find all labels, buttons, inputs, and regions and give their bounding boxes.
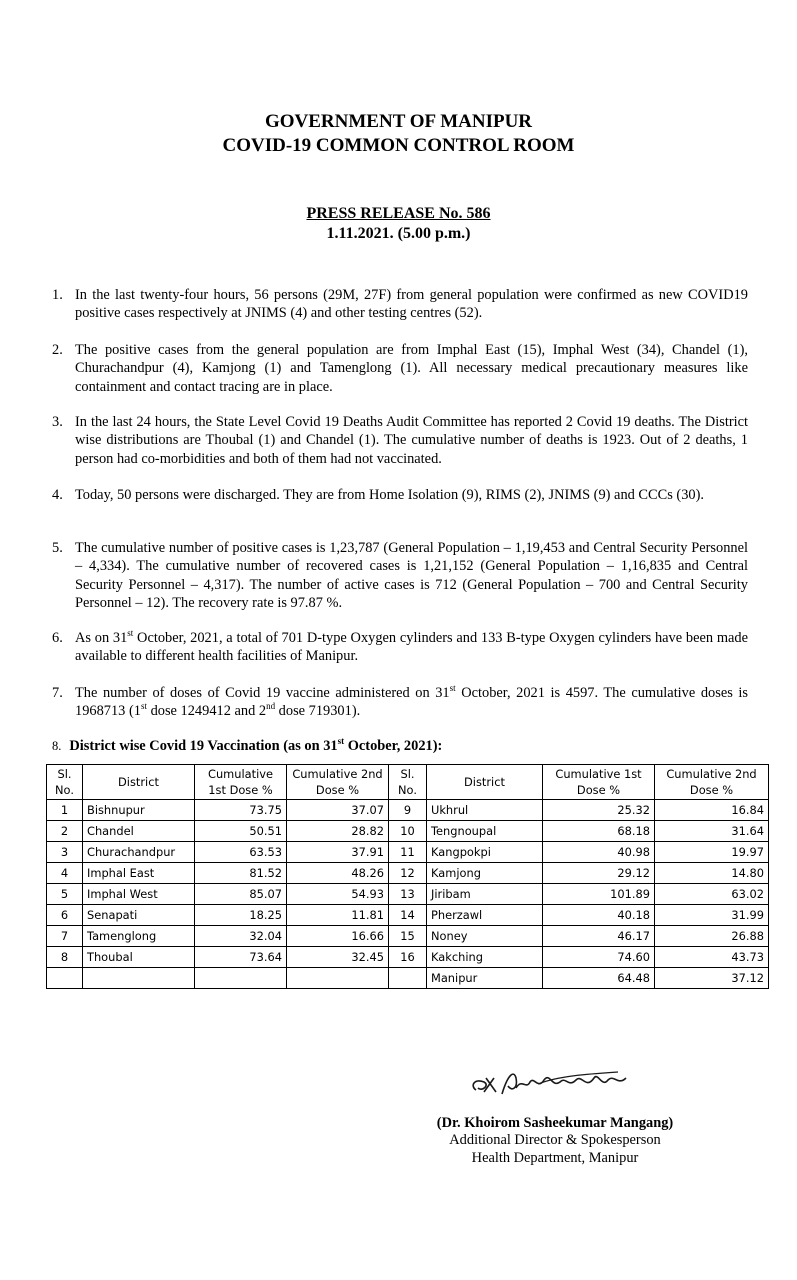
column-header-district: District [83,765,195,800]
item-text: In the last twenty-four hours, 56 persons (29M, 27F) from general population were confirmed as new COVID19 positive cases respectively at JNIMS (4) and other testing centres (52). [75,287,748,322]
serial-number-cell: 1 [47,800,83,821]
serial-number-cell: 7 [47,926,83,947]
list-item [52,629,748,666]
item-text: Today, 50 persons were discharged. They are from Home Isolation (9), RIMS (2), JNIMS (9) and CCCs (30). [75,487,704,503]
government-title: GOVERNMENT OF MANIPUR [264,111,533,132]
column-header-first-dose: Cumulative 1st Dose % [195,765,287,800]
district-cell: Churachandpur [83,842,195,863]
signature-image [468,1066,638,1100]
table-row [47,926,769,947]
vaccination-heading: 8. District wise Covid 19 Vaccination (as on 31st October, 2021): [52,736,443,754]
item-number: 7. [52,685,63,701]
first-dose-cell: 40.18 [543,905,655,926]
district-cell: Bishnupur [83,800,195,821]
serial-number-cell: 11 [389,842,427,863]
second-dose-cell: 54.93 [287,884,389,905]
list-item [52,684,748,721]
list-item [52,341,748,396]
first-dose-cell: 29.12 [543,863,655,884]
serial-number-cell: 2 [47,821,83,842]
district-cell [83,968,195,989]
first-dose-cell: 68.18 [543,821,655,842]
district-cell: Tamenglong [83,926,195,947]
second-dose-cell: 26.88 [655,926,769,947]
second-dose-cell: 14.80 [655,863,769,884]
serial-number-cell: 12 [389,863,427,884]
district-cell: Imphal West [83,884,195,905]
item-text: The number of doses of Covid 19 vaccine administered on 31st October, 2021 is 4597. The cumulative doses is 1968713 (1st dose 1249412 and 2nd dose 719301). [75,683,748,720]
table-row [47,905,769,926]
second-dose-cell: 32.45 [287,947,389,968]
table-row [47,947,769,968]
district-cell: Tengnoupal [427,821,543,842]
item-number: 4. [52,487,63,503]
district-cell: Chandel [83,821,195,842]
serial-number-cell: 10 [389,821,427,842]
district-cell: Kamjong [427,863,543,884]
serial-number-cell: 3 [47,842,83,863]
column-header-first-dose: Cumulative 1st Dose % [543,765,655,800]
signatory-designation: Additional Director & Spokesperson [449,1132,661,1148]
serial-number-cell [47,968,83,989]
serial-number-cell: 13 [389,884,427,905]
second-dose-cell: 11.81 [287,905,389,926]
press-release-date: 1.11.2021. (5.00 p.m.) [326,225,471,242]
district-cell: Thoubal [83,947,195,968]
table-row [47,968,769,989]
list-item [52,286,748,323]
serial-number-cell: 5 [47,884,83,905]
first-dose-cell: 63.53 [195,842,287,863]
second-dose-cell: 28.82 [287,821,389,842]
serial-number-cell [389,968,427,989]
column-header-second-dose: Cumulative 2nd Dose % [655,765,769,800]
column-header-district: District [427,765,543,800]
first-dose-cell: 50.51 [195,821,287,842]
second-dose-cell: 37.12 [655,968,769,989]
serial-number-cell: 6 [47,905,83,926]
signatory-department: Health Department, Manipur [471,1150,639,1166]
item-number: 6. [52,630,63,646]
serial-number-cell: 8 [47,947,83,968]
second-dose-cell: 63.02 [655,884,769,905]
signatory-name: (Dr. Khoirom Sasheekumar Mangang) [436,1115,674,1131]
serial-number-cell: 15 [389,926,427,947]
item-number: 3. [52,414,63,430]
second-dose-cell: 16.66 [287,926,389,947]
second-dose-cell: 37.07 [287,800,389,821]
table-header-row [47,765,769,800]
second-dose-cell: 19.97 [655,842,769,863]
first-dose-cell: 101.89 [543,884,655,905]
first-dose-cell: 18.25 [195,905,287,926]
column-header-sl: Sl. No. [47,765,83,800]
item-number: 5. [52,540,63,556]
serial-number-cell: 4 [47,863,83,884]
second-dose-cell: 31.64 [655,821,769,842]
serial-number-cell: 14 [389,905,427,926]
column-header-sl: Sl. No. [389,765,427,800]
table-row [47,884,769,905]
first-dose-cell: 32.04 [195,926,287,947]
district-cell: Ukhrul [427,800,543,821]
item-number: 2. [52,342,63,358]
item-text: As on 31st October, 2021, a total of 701 D-type Oxygen cylinders and 133 B-type Oxygen cylinders have been made available to different health facilities of Manipur. [75,628,748,665]
first-dose-cell: 46.17 [543,926,655,947]
district-cell: Jiribam [427,884,543,905]
district-cell: Imphal East [83,863,195,884]
second-dose-cell: 43.73 [655,947,769,968]
district-cell: Kakching [427,947,543,968]
second-dose-cell: 48.26 [287,863,389,884]
second-dose-cell [287,968,389,989]
first-dose-cell [195,968,287,989]
serial-number-cell: 9 [389,800,427,821]
item-text: The cumulative number of positive cases is 1,23,787 (General Population – 1,19,453 and Central Security Personnel – 4,334). The cumulative number of recovered cases is 1,21,152 (General Population – 1,16,835 and Central Security Personnel – 4,317). The number of active cases is 712 (General Population – 700 and Central Security Personnel – 12). The recovery rate is 97.87 %. [75,540,748,611]
district-cell: Senapati [83,905,195,926]
item-number: 8. [52,739,62,753]
first-dose-cell: 85.07 [195,884,287,905]
control-room-title: COVID-19 COMMON CONTROL ROOM [222,135,575,156]
item-number: 1. [52,287,63,303]
table-row [47,800,769,821]
list-item [52,486,748,504]
second-dose-cell: 37.91 [287,842,389,863]
first-dose-cell: 25.32 [543,800,655,821]
table-row [47,863,769,884]
first-dose-cell: 81.52 [195,863,287,884]
table-row [47,842,769,863]
list-item [52,539,748,612]
table-row [47,821,769,842]
press-release-number: PRESS RELEASE No. 586 [306,205,491,222]
vaccination-table [46,764,769,989]
first-dose-cell: 64.48 [543,968,655,989]
district-cell: Manipur [427,968,543,989]
first-dose-cell: 73.75 [195,800,287,821]
first-dose-cell: 40.98 [543,842,655,863]
list-item [52,413,748,468]
item-text: The positive cases from the general population are from Imphal East (15), Imphal West (34), Chandel (1), Churachandpur (4), Kamjong (1) and Tamenglong (1). All necessary medical precautionary measures like containment and contact tracing are in place. [75,342,748,395]
item-text: In the last 24 hours, the State Level Covid 19 Deaths Audit Committee has reported 2 Covid 19 deaths. The District wise distributions are Thoubal (1) and Chandel (1). The cumulative number of deaths is 1923. Out of 2 deaths, 1 person had co-morbidities and both of them had not vaccinated. [75,414,748,467]
district-cell: Kangpokpi [427,842,543,863]
column-header-second-dose: Cumulative 2nd Dose % [287,765,389,800]
district-cell: Noney [427,926,543,947]
serial-number-cell: 16 [389,947,427,968]
first-dose-cell: 73.64 [195,947,287,968]
district-cell: Pherzawl [427,905,543,926]
second-dose-cell: 16.84 [655,800,769,821]
second-dose-cell: 31.99 [655,905,769,926]
first-dose-cell: 74.60 [543,947,655,968]
